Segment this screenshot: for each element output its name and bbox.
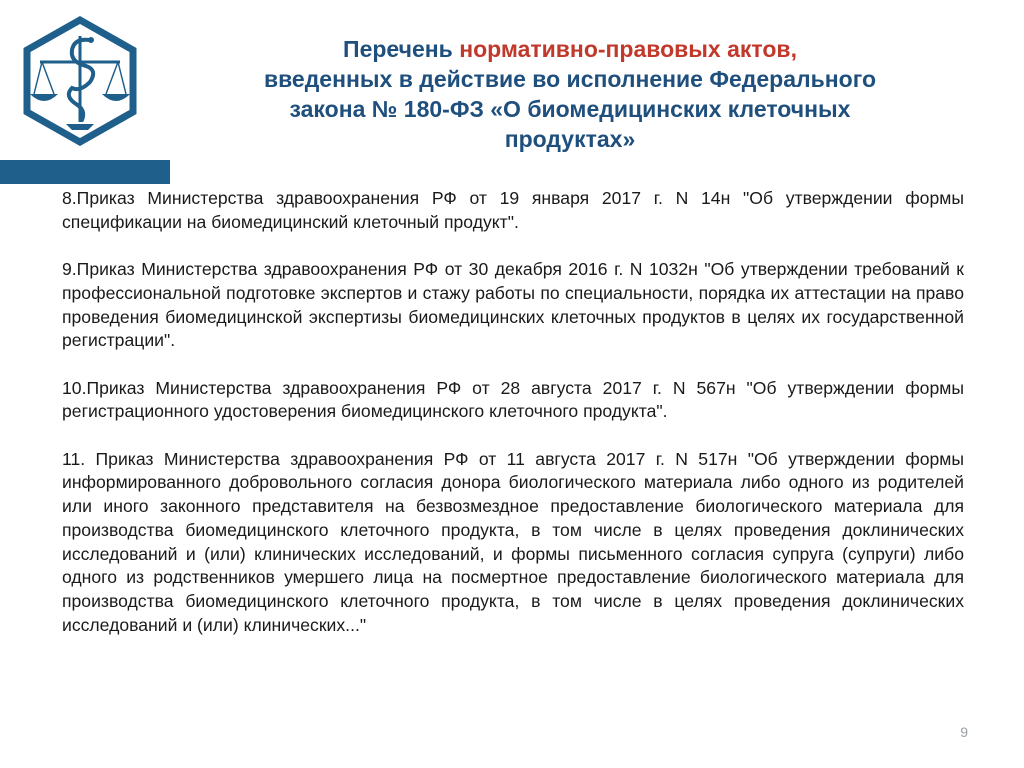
title-line-1 bbox=[200, 34, 940, 64]
list-item: 9.Приказ Министерства здравоохранения РФ от 30 декабря 2016 г. N 1032н "Об утверждении требований к профессиональной подготовке экспертов и стажу работы по специальности, порядка их аттестации на право проведения биомедицинской экспертизы биомедицинских клеточных продуктов в целях их государственной регистрации". bbox=[62, 259, 964, 351]
list-item: 11. Приказ Министерства здравоохранения РФ от 11 августа 2017 г. N 517н "Об утверждении формы информированного добровольного согласия донора биологического материала либо одного из родителей или иного законного представителя на безвозмездное предоставление биологического материала для производства биомедицинского клеточного продукта, в том числе в целях проведения доклинических исследований и (или) клинических исследований, и формы письменного согласия супруга (супруги) либо одного из родственников умершего лица на посмертное предоставление биологического материала для производства биомедицинского клеточного продукта, в том числе в целях проведения доклинических исследований и (или) клинических..." bbox=[62, 448, 964, 635]
title-part-1: Перечень bbox=[343, 36, 460, 62]
title-line-4: продуктах» bbox=[504, 126, 636, 152]
title-accent: нормативно-правовых актов, bbox=[459, 36, 797, 62]
caduceus-scales-icon bbox=[20, 16, 140, 146]
ministry-logo bbox=[20, 16, 140, 146]
title-line-3: закона № 180-ФЗ «О биомедицинских клеточных bbox=[289, 96, 851, 122]
list-item: 8.Приказ Министерства здравоохранения РФ от 19 января 2017 г. N 14н "Об утверждении формы спецификации на биомедицинский клеточный продукт". bbox=[62, 188, 964, 232]
list-item: 10.Приказ Министерства здравоохранения РФ от 28 августа 2017 г. N 567н "Об утверждении формы регистрационного удостоверения биомедицинского клеточного продукта". bbox=[62, 377, 964, 422]
document-list bbox=[62, 187, 964, 661]
header-accent-bar bbox=[0, 160, 170, 184]
title-line-2: введенных в действие во исполнение Федерального bbox=[263, 66, 877, 92]
slide-title bbox=[200, 34, 940, 154]
page-number: 9 bbox=[960, 724, 968, 740]
